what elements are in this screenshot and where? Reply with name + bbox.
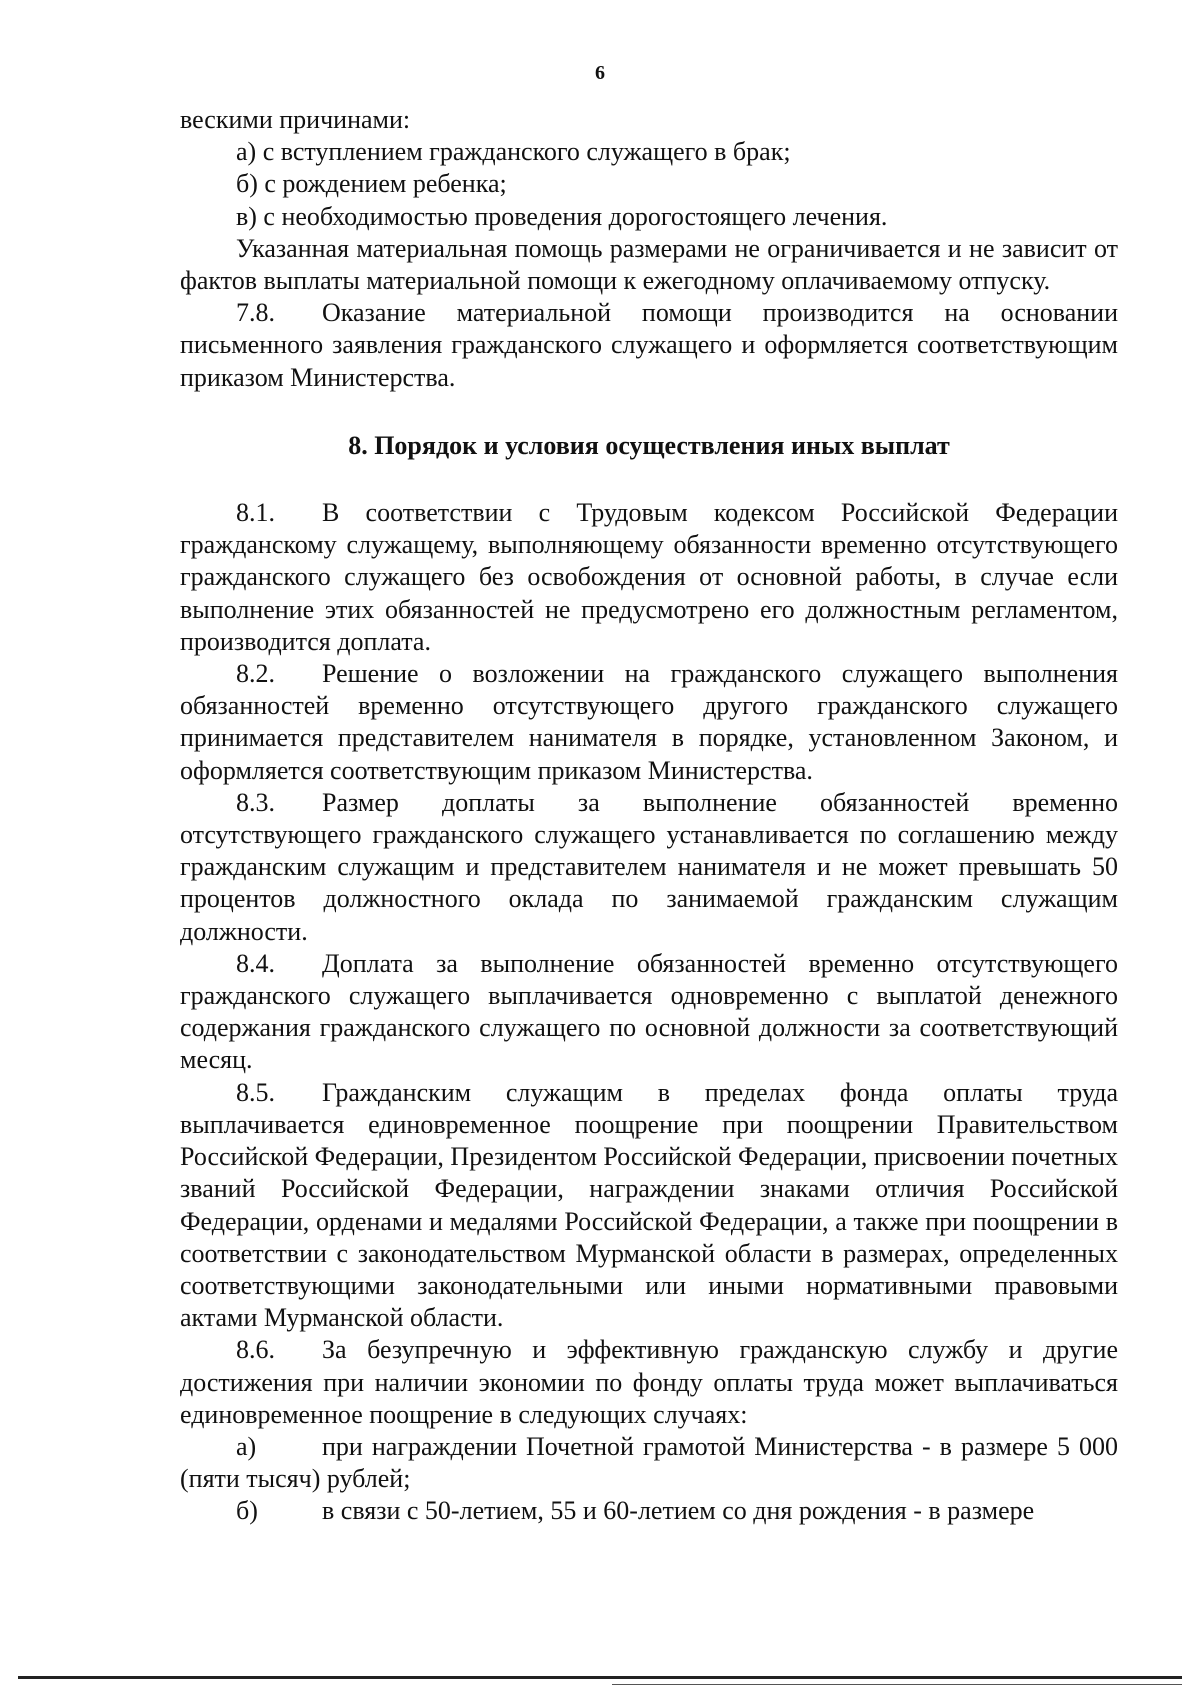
paragraph-number: 8.5. <box>236 1077 275 1107</box>
paragraph-number: 8.4. <box>236 948 275 978</box>
paragraph-number: 7.8. <box>236 298 275 328</box>
paragraph-8-1 <box>180 497 1118 658</box>
page-bottom-rule-thin <box>612 1684 1182 1685</box>
paragraph-number: 8.6. <box>236 1335 275 1365</box>
document-body <box>180 104 1118 1528</box>
paragraph-text: Гражданским служащим в пределах фонда оплаты труда выплачивается единовременное поощрение при поощрении Правительством Российской Федерации, Президентом Российской Федерации, присвоении почетных званий Российской Федерации, награждении знаками отличия Российской Федерации, орденами и медалями Российской Федерации, а также при поощрении в соответствии с законодательством Мурманской области в размерах, определенных соответствующими законодательными или иными нормативными правовыми актами Мурманской области. <box>180 1077 1118 1333</box>
paragraph-continuation: вескими причинами: <box>180 105 411 134</box>
paragraph-text: при награждении Почетной грамотой Министерства - в размере 5 000 (пяти тысяч) рублей; <box>180 1431 1118 1494</box>
paragraph-number: 8.3. <box>236 787 275 817</box>
paragraph-text: Размер доплаты за выполнение обязанностей временно отсутствующего гражданского служащего устанавливается по соглашению между гражданским служащим и представителем нанимателя и не может превышать 50 процентов должностного оклада по занимаемой гражданским служащим должности. <box>180 787 1118 946</box>
list-item-a: а) с вступлением гражданского служащего в брак; <box>236 137 791 167</box>
paragraph-8-2 <box>180 658 1118 787</box>
paragraph-text: Оказание материальной помощи производится на основании письменного заявления гражданского служащего и оформляется соответствующим приказом Министерства. <box>180 298 1118 392</box>
section-heading: 8. Порядок и условия осуществления иных выплат <box>348 430 950 460</box>
list-item-b: б) с рождением ребенка; <box>236 169 507 199</box>
paragraph-8-3 <box>180 787 1118 948</box>
paragraph-text: Доплата за выполнение обязанностей временно отсутствующего гражданского служащего выплачивается одновременно с выплатой денежного содержания гражданского служащего по основной должности за соответствующий месяц. <box>180 948 1118 1075</box>
paragraph-text: За безупречную и эффективную гражданскую службу и другие достижения при наличии экономии по фонду оплаты труда может выплачиваться единовременное поощрение в следующих случаях: <box>180 1335 1118 1429</box>
paragraph-8-4 <box>180 948 1118 1077</box>
list-item-v: в) с необходимостью проведения дорогостоящего лечения. <box>236 201 888 231</box>
paragraph-text: В соответствии с Трудовым кодексом Российской Федерации гражданскому служащему, выполняющему обязанности временно отсутствующего гражданского служащего без освобождения от основной работы, в случае если выполнение этих обязанностей не предусмотрено его должностным регламентом, производится доплата. <box>180 498 1118 656</box>
paragraph-number: 8.1. <box>236 498 275 528</box>
paragraph-7-8 <box>180 297 1118 394</box>
list-item-a-award <box>180 1431 1118 1495</box>
page-bottom-rule <box>18 1676 1182 1679</box>
paragraph-number: 8.2. <box>236 659 275 689</box>
paragraph-material-aid: Указанная материальная помощь размерами не ограничивается и не зависит от фактов выплаты материальной помощи к ежегодному оплачиваемому отпуску. <box>180 233 1118 296</box>
paragraph-text: в связи с 50-летием, 55 и 60-летием со дня рождения - в размере <box>322 1496 1035 1526</box>
paragraph-number: б) <box>236 1496 258 1526</box>
paragraph-number: а) <box>236 1431 257 1461</box>
paragraph-8-5 <box>180 1077 1118 1335</box>
paragraph-text: Решение о возложении на гражданского служащего выполнения обязанностей временно отсутствующего другого гражданского служащего принимается представителем нанимателя в порядке, установленном Законом, и оформляется соответствующим приказом Министерства. <box>180 659 1118 785</box>
list-item-b-anniversary <box>180 1495 1118 1527</box>
paragraph-8-6 <box>180 1334 1118 1431</box>
page-number: 6 <box>595 62 605 84</box>
